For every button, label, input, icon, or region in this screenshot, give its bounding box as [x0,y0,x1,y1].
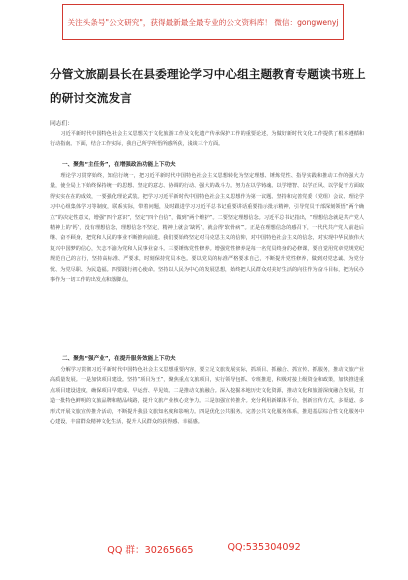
section-heading-2: 二、聚焦“强产业”，在提升服务效能上下功夫 [62,356,176,362]
document-title: 分管文旅副县长在县委理论学习中心组主题教育专题读书班上的研讨交流发言 [50,67,366,105]
intro-paragraph-block [50,129,364,151]
section-1-body [50,171,364,347]
section-heading-1: 一、聚焦“主任务”，在增强政治功能上下功夫 [62,162,176,168]
section-1-paragraph: 理论学习贯穿始终，知信行统一，把习近平新时代中国特色社会主义思想转化为坚定理想、锤炼党性、指导实践和推动工作的强大力量，使全局上下始终保持统一的思想、坚定的意志、协调的行动、强大的战斗力。努力在以学铸魂、以学增智、以学正风、以学促干方面取得实实在在的成效，一要强化理论武装。把学习习近平新时代中国特色社会主义思想作为第一议题、坚持和完善党委（党组）会议、理论学习中心组集体学习等制度，联系实际，带着问题，及时跟进学习习近平总书记重要讲话重要指示批示精神，引导党员干部深刻领悟“两个确立”的决定性意义，增强“四个意识”，坚定“四个自信”，做到“两个维护”。二要坚定理想信念。习近平总书记指出，“理想信念就是共产党人精神上的‘钙’，没有理想信念，理想信念不坚定，精神上就会‘缺钙’，就会得‘软骨病’”。正是在理想信念的感召下，一代代共产党人前赴后继、奋不顾身，把党和人民的事业不断推向前进。我们要始终坚定对马克思主义的信仰，对中国特色社会主义的信念，对实现中华民族伟大复兴中国梦的信心，矢志不渝为党和人民事业奋斗。三要锤炼党性修养。增强党性修养是每一名党员终身的必修课，要自觉用党章党规党纪规范自己的言行，坚持高标准、严要求，时刻保持党员本色。要以党员的标准严格要求自己，不断提升党性修养，做到对党忠诚、为党分忧、为党尽职、为民造福。四要践行初心使命。坚持以人民为中心的发展思想，始终把人民群众对美好生活的向往作为奋斗目标，把为民办事作为一切工作的出发点和落脚点。 [50,173,364,284]
header-banner: 关注头条号"公文研究"，获得最新最全最专业的公文资料库！ 微信：gongwenyj [62,4,344,40]
intro-paragraph: 习近平新时代中国特色社会主义思想关于文化旅游工作及文化遗产传承保护工作的重要论述，为做好新时代文化工作提供了根本遵循和行动指南。下面，结合工作实际，我自己所学所悟所感所获，浅谈三个方面。 [50,131,364,148]
section-2-paragraph: 分解学习贯彻习近平新时代中国特色社会主义思想重要内容，要立足文旅发展实际，抓项目、抓融合、抓宣传、抓服务，推动文旅产业高质量发展。一是加快项目建设。坚持“项目为王”，聚焦重点文旅项目，实行领导包抓、专班推进，积极对接上级资金和政策，加快推进重点项目建设进度，确保项目早建成、早运营、早见效。二是推动文旅融合。深入挖掘本地历史文化资源，推动文化和旅游深度融合发展，打造一批特色鲜明的文旅品牌和精品线路，提升文旅产业核心竞争力。三是加强宣传推介。充分利用新媒体平台，创新宣传方式，多渠道、多形式开展文旅宣传推介活动，不断提升我县文旅知名度和影响力。四是优化公共服务。完善公共文化服务体系，推进基层综合性文化服务中心建设，丰富群众精神文化生活，提升人民群众的获得感、幸福感。 [50,367,364,426]
footer-qq-group: QQ 群：30265665 [107,545,194,556]
footer-qq-number: QQ:535304092 [227,542,301,553]
footer-contact [0,542,408,556]
salutation: 同志们： [50,121,74,127]
section-2-body [50,365,364,537]
